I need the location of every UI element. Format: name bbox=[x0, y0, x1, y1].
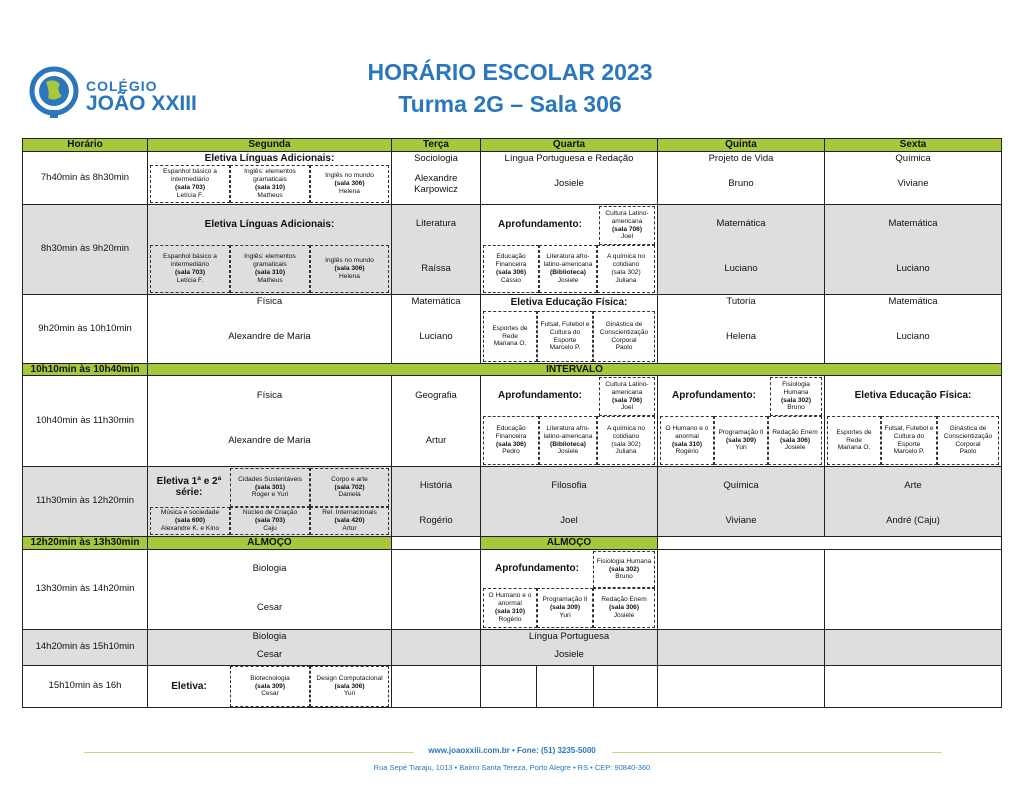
option-room: (sala 703) bbox=[174, 269, 206, 276]
option-title: Cultura Latino-americana bbox=[605, 209, 649, 225]
option-room: (sala 310) bbox=[254, 269, 286, 276]
option-title: Futsal, Futebol e Cultura do Esporte bbox=[540, 320, 590, 344]
empty-cell bbox=[391, 549, 481, 630]
option-box bbox=[881, 416, 937, 465]
option-teacher: Josiele bbox=[613, 611, 635, 619]
teacher: Helena bbox=[725, 331, 757, 342]
subject: Literatura bbox=[415, 218, 457, 229]
option-room: (sala 302) bbox=[611, 440, 641, 448]
option-room: (sala 706) bbox=[611, 225, 643, 233]
option-box bbox=[599, 206, 655, 245]
option-title: Redação Enem bbox=[772, 428, 818, 436]
schedule-cell bbox=[480, 294, 658, 364]
option-room: (sala 310) bbox=[254, 184, 286, 191]
schedule-cell bbox=[391, 294, 481, 364]
schedule-cell bbox=[480, 466, 658, 537]
empty-cell bbox=[657, 536, 1002, 550]
page-title: HORÁRIO ESCOLAR 2023 bbox=[367, 59, 653, 85]
schedule-cell bbox=[824, 466, 1002, 537]
option-title: Literatura afro-latino-americana bbox=[543, 253, 593, 269]
option-box bbox=[310, 666, 389, 707]
option-room: (sala 302) bbox=[611, 269, 641, 276]
subject: Projeto de Vida bbox=[708, 153, 774, 164]
option-box bbox=[770, 377, 822, 416]
option-box bbox=[150, 165, 230, 203]
option-teacher: Juliana bbox=[615, 276, 637, 284]
option-room: (sala 306) bbox=[608, 604, 640, 612]
option-room: (sala 302) bbox=[608, 565, 640, 573]
aprofundamento-heading: Aprofundamento: bbox=[672, 390, 756, 402]
option-room: (sala 706) bbox=[611, 396, 643, 404]
option-box bbox=[599, 377, 655, 416]
option-box bbox=[537, 588, 593, 628]
option-title: O Humano e o anormal bbox=[488, 592, 532, 608]
globe-icon bbox=[28, 64, 82, 120]
option-title: Inglês no mundo bbox=[325, 172, 374, 180]
schedule-cell bbox=[391, 151, 481, 205]
option-title: Música e sociedade bbox=[160, 509, 220, 517]
option-box bbox=[593, 588, 655, 628]
option-teacher: Bruno bbox=[615, 573, 633, 581]
teacher: Raíssa bbox=[421, 263, 451, 274]
schedule-cell bbox=[480, 151, 658, 205]
break-row: INTERVALO bbox=[147, 363, 1002, 376]
option-title: Ginástica de Conscientização Corporal bbox=[943, 424, 993, 448]
teacher: Alexandre de Maria bbox=[228, 331, 311, 342]
option-box bbox=[310, 468, 389, 507]
teacher: Luciano bbox=[419, 331, 453, 342]
empty-cell bbox=[536, 665, 594, 708]
subject: Língua Portuguesa e Redação bbox=[504, 153, 634, 164]
empty-cell bbox=[593, 665, 658, 708]
header-sexta: Sexta bbox=[824, 138, 1002, 152]
logo-text-big: JOÃO XXIII bbox=[86, 92, 197, 115]
option-box bbox=[593, 551, 655, 588]
schedule-cell bbox=[147, 375, 392, 467]
option-teacher: Josiele bbox=[784, 444, 806, 452]
option-room: (sala 600) bbox=[174, 517, 206, 525]
option-box bbox=[230, 245, 310, 293]
schedule-cell bbox=[657, 151, 825, 205]
option-room: (sala 302) bbox=[780, 396, 812, 404]
option-title: Ginástica de Conscientização Corporal bbox=[599, 320, 649, 344]
subject: Filosofia bbox=[551, 480, 587, 491]
option-teacher: Marcelo P. bbox=[893, 448, 925, 456]
option-room: (sala 306) bbox=[495, 269, 527, 276]
option-teacher: Roger e Yuri bbox=[251, 491, 289, 499]
elective-heading: Eletiva Línguas Adicionais: bbox=[204, 152, 335, 164]
time-cell: 14h20min às 15h10min bbox=[22, 629, 148, 666]
time-cell: 9h20min às 10h10min bbox=[22, 294, 148, 364]
option-box bbox=[310, 507, 389, 535]
schedule-cell bbox=[824, 151, 1002, 205]
teacher: Alexandre Karpowicz bbox=[414, 173, 458, 195]
option-teacher: Letícia F. bbox=[176, 276, 204, 284]
option-room: (sala 306) bbox=[334, 265, 365, 273]
subject: Química bbox=[723, 480, 759, 491]
option-room: (sala 306) bbox=[779, 436, 811, 444]
time-cell: 8h30min às 9h20min bbox=[22, 204, 148, 295]
empty-cell bbox=[480, 665, 537, 708]
schedule-cell bbox=[391, 204, 481, 295]
option-teacher: Yuri bbox=[735, 444, 747, 452]
schedule-cell bbox=[391, 375, 481, 467]
teacher: Alexandre de Maria bbox=[228, 435, 311, 446]
option-title: Educação Financeira bbox=[495, 253, 527, 269]
option-title: Inglês: elementos gramaticais bbox=[244, 168, 296, 184]
aprofundamento-heading: Aprofundamento: bbox=[495, 563, 579, 575]
elective-heading: Eletiva Educação Física: bbox=[854, 390, 972, 402]
option-room: (sala 420) bbox=[334, 517, 365, 525]
option-room: (sala 310) bbox=[671, 440, 703, 448]
header-segunda: Segunda bbox=[147, 138, 392, 152]
teacher: Artur bbox=[425, 435, 447, 446]
teacher: Luciano bbox=[724, 263, 758, 274]
option-room: (sala 702) bbox=[334, 483, 365, 491]
teacher: Luciano bbox=[896, 331, 930, 342]
option-box bbox=[483, 245, 539, 293]
schedule-cell bbox=[147, 204, 392, 295]
option-teacher: Marcelo P. bbox=[549, 344, 581, 352]
option-title: Programação II bbox=[718, 428, 764, 436]
option-title: Espanhol básico a intermediário bbox=[163, 253, 217, 269]
option-teacher: Bruno bbox=[787, 404, 805, 412]
option-teacher: Mariana O. bbox=[493, 340, 527, 348]
footer-address: Rua Sepé Tiaraju, 1013 • Bairro Santa Tereza, Porto Alegre • RS • CEP: 90840-360 bbox=[373, 763, 651, 772]
option-box bbox=[827, 416, 881, 465]
option-room: (sala 703) bbox=[254, 517, 286, 525]
subject: História bbox=[419, 480, 453, 491]
schedule-cell bbox=[147, 294, 392, 364]
subject: Geografia bbox=[415, 390, 457, 401]
header-quinta: Quinta bbox=[657, 138, 825, 152]
schedule-cell bbox=[480, 549, 658, 630]
option-title: Rel. Internacionais bbox=[322, 509, 377, 517]
option-box bbox=[150, 507, 230, 535]
option-title: A química no cotidiano bbox=[606, 253, 646, 269]
schedule-cell bbox=[480, 629, 658, 666]
option-room: (sala 309) bbox=[254, 682, 286, 690]
option-title: Fisiologia Humana bbox=[782, 380, 810, 396]
subject: Língua Portuguesa bbox=[528, 631, 610, 642]
option-box bbox=[597, 416, 655, 465]
subject: Química bbox=[895, 153, 931, 164]
option-box bbox=[539, 416, 597, 465]
empty-cell bbox=[391, 665, 481, 708]
schedule-table bbox=[22, 138, 1002, 708]
header-terca: Terça bbox=[391, 138, 481, 152]
option-box bbox=[539, 245, 597, 293]
empty-cell bbox=[657, 549, 825, 630]
option-box bbox=[937, 416, 999, 465]
option-title: Cultura Latino-americana bbox=[605, 380, 649, 396]
option-teacher: Matheus bbox=[257, 191, 283, 199]
option-teacher: Yuri bbox=[343, 690, 356, 698]
college-logo bbox=[28, 64, 208, 120]
option-room: (sala 310) bbox=[494, 608, 526, 615]
schedule-cell bbox=[657, 294, 825, 364]
teacher: Viviane bbox=[897, 178, 929, 189]
option-box bbox=[230, 666, 310, 707]
option-title: Inglês no mundo bbox=[325, 257, 374, 265]
option-teacher: Joel bbox=[620, 404, 634, 412]
empty-cell bbox=[824, 549, 1002, 630]
option-box bbox=[150, 245, 230, 293]
teacher: Joel bbox=[560, 515, 578, 526]
option-teacher: Cássio bbox=[500, 276, 522, 284]
schedule-cell bbox=[657, 375, 825, 467]
time-cell: 7h40min às 8h30min bbox=[22, 151, 148, 205]
option-box bbox=[230, 165, 310, 203]
option-box bbox=[230, 468, 310, 507]
logo-text-small: COLÉGIO bbox=[86, 78, 158, 94]
subject: Matemática bbox=[411, 296, 461, 307]
time-cell: 10h40min às 11h30min bbox=[22, 375, 148, 467]
option-box bbox=[483, 311, 537, 362]
option-box bbox=[714, 416, 768, 465]
option-room: (sala 309) bbox=[549, 604, 581, 612]
option-title: Corpo e arte bbox=[331, 475, 368, 483]
option-teacher: Artur bbox=[342, 524, 357, 532]
schedule-cell bbox=[147, 151, 392, 205]
option-title: Futsal, Futebol e Cultura do Esporte bbox=[884, 424, 934, 448]
option-title: A química no cotidiano bbox=[606, 424, 646, 440]
subject: Matemática bbox=[888, 296, 938, 307]
empty-cell bbox=[391, 536, 481, 550]
option-box bbox=[768, 416, 822, 465]
schedule-cell bbox=[147, 466, 392, 537]
option-box bbox=[597, 245, 655, 293]
option-box bbox=[593, 311, 655, 362]
option-teacher: Daniela bbox=[338, 491, 361, 499]
page-subtitle: Turma 2G – Sala 306 bbox=[398, 91, 622, 117]
schedule-cell bbox=[147, 665, 392, 708]
empty-cell bbox=[824, 665, 1002, 708]
option-teacher: Juliana bbox=[615, 448, 637, 456]
time-cell: 15h10min às 16h bbox=[22, 665, 148, 708]
subject: Física bbox=[256, 390, 283, 401]
empty-cell bbox=[657, 629, 825, 666]
option-teacher: Caju bbox=[263, 524, 277, 532]
subject: Arte bbox=[904, 480, 922, 491]
option-title: Esportes de Rede bbox=[492, 324, 528, 340]
option-title: Literatura afro-latino-americana bbox=[543, 424, 593, 440]
option-box bbox=[660, 416, 714, 465]
option-teacher: Letícia F. bbox=[176, 191, 204, 199]
option-teacher: Yuri bbox=[559, 611, 571, 619]
elective-heading: Eletiva Educação Física: bbox=[510, 297, 628, 309]
option-teacher: Josiele bbox=[557, 276, 579, 284]
teacher: Josiele bbox=[554, 178, 584, 189]
option-room: (sala 703) bbox=[174, 184, 206, 191]
schedule-cell bbox=[480, 375, 658, 467]
lunch-cell: ALMOÇO bbox=[147, 536, 392, 550]
option-title: Redação Enem bbox=[601, 596, 647, 604]
teacher: Cesar bbox=[256, 649, 283, 660]
option-teacher: Cesar bbox=[261, 690, 279, 698]
option-box bbox=[310, 245, 389, 293]
elective-heading: Eletiva 1ª e 2ª série: bbox=[156, 475, 222, 498]
option-teacher: Rogério bbox=[498, 615, 522, 623]
option-title: Inglês: elementos gramaticais bbox=[244, 253, 296, 269]
schedule-cell bbox=[824, 204, 1002, 295]
subject: Física bbox=[256, 296, 283, 307]
option-room: (sala 306) bbox=[334, 180, 365, 188]
option-box bbox=[483, 416, 539, 465]
option-teacher: Paolo bbox=[959, 448, 977, 456]
elective-heading: Eletiva Línguas Adicionais: bbox=[204, 219, 335, 231]
option-title: Espanhol básico a intermediário bbox=[163, 168, 217, 184]
option-teacher: Rogério bbox=[675, 448, 699, 456]
option-box bbox=[537, 311, 593, 362]
aprofundamento-heading: Aprofundamento: bbox=[498, 390, 582, 402]
subject: Sociologia bbox=[414, 153, 458, 164]
subject: Biologia bbox=[252, 631, 287, 642]
option-teacher: Matheus bbox=[257, 276, 283, 284]
schedule-cell bbox=[657, 466, 825, 537]
header-horario: Horário bbox=[22, 138, 148, 152]
teacher: Cesar bbox=[256, 602, 283, 613]
schedule-cell bbox=[824, 294, 1002, 364]
time-cell: 13h30min às 14h20min bbox=[22, 549, 148, 630]
option-room: (sala 309) bbox=[725, 436, 757, 444]
option-title: Programação II bbox=[542, 596, 588, 604]
schedule-cell bbox=[147, 549, 392, 630]
aprofundamento-heading: Aprofundamento: bbox=[498, 219, 582, 231]
teacher: Josiele bbox=[554, 649, 584, 660]
option-teacher: Joel bbox=[620, 233, 634, 241]
option-room: (Biblioteca) bbox=[550, 440, 586, 448]
option-teacher: Mariana O. bbox=[837, 444, 871, 452]
header-quarta: Quarta bbox=[480, 138, 658, 152]
option-box bbox=[310, 165, 389, 203]
option-title: Design Computacional bbox=[316, 674, 383, 682]
option-title: Biotecnologia bbox=[250, 674, 290, 682]
option-teacher: Josiele bbox=[557, 448, 579, 456]
schedule-cell bbox=[147, 629, 392, 666]
lunch-cell: ALMOÇO bbox=[480, 536, 658, 550]
option-room: (sala 306) bbox=[495, 440, 527, 448]
option-box bbox=[483, 588, 537, 628]
schedule-cell bbox=[657, 204, 825, 295]
elective-heading: Eletiva: bbox=[171, 680, 207, 692]
footer-contact: www.joaoxxiii.com.br • Fone: (51) 3235-5000 bbox=[428, 746, 596, 755]
option-title: Esportes de Rede bbox=[836, 428, 872, 444]
option-title: Núcleo de Criação bbox=[242, 509, 298, 517]
option-teacher: Helena bbox=[339, 187, 360, 195]
subject: Tutoria bbox=[726, 296, 756, 307]
option-teacher: Pedro bbox=[502, 448, 520, 456]
option-teacher: Helena bbox=[339, 272, 360, 280]
schedule-cell bbox=[391, 466, 481, 537]
option-title: O Humano e o anormal bbox=[665, 424, 709, 440]
teacher: Rogério bbox=[419, 515, 453, 526]
teacher: Bruno bbox=[728, 178, 754, 189]
subject: Matemática bbox=[716, 218, 766, 229]
schedule-cell bbox=[824, 375, 1002, 467]
option-box bbox=[230, 507, 310, 535]
teacher: Luciano bbox=[896, 263, 930, 274]
subject: Matemática bbox=[888, 218, 938, 229]
schedule-cell bbox=[480, 204, 658, 295]
option-title: Fisiologia Humana bbox=[596, 557, 652, 565]
option-title: Educação Financeira bbox=[495, 424, 527, 440]
option-teacher: Paolo bbox=[615, 344, 633, 352]
empty-cell bbox=[824, 629, 1002, 666]
option-room: (sala 301) bbox=[254, 483, 286, 491]
option-teacher: Alexandre K. e Kino bbox=[160, 524, 220, 532]
empty-cell bbox=[391, 629, 481, 666]
subject: Biologia bbox=[252, 563, 287, 574]
time-cell: 10h10min às 10h40min bbox=[22, 363, 148, 376]
option-title: Cidades Sustentáveis bbox=[238, 475, 302, 483]
time-cell: 12h20min às 13h30min bbox=[22, 536, 148, 550]
empty-cell bbox=[657, 665, 825, 708]
time-cell: 11h30min às 12h20min bbox=[22, 466, 148, 537]
teacher: André (Caju) bbox=[886, 515, 940, 526]
option-room: (sala 306) bbox=[334, 682, 365, 690]
option-room: (Biblioteca) bbox=[550, 269, 586, 276]
teacher: Viviane bbox=[725, 515, 757, 526]
